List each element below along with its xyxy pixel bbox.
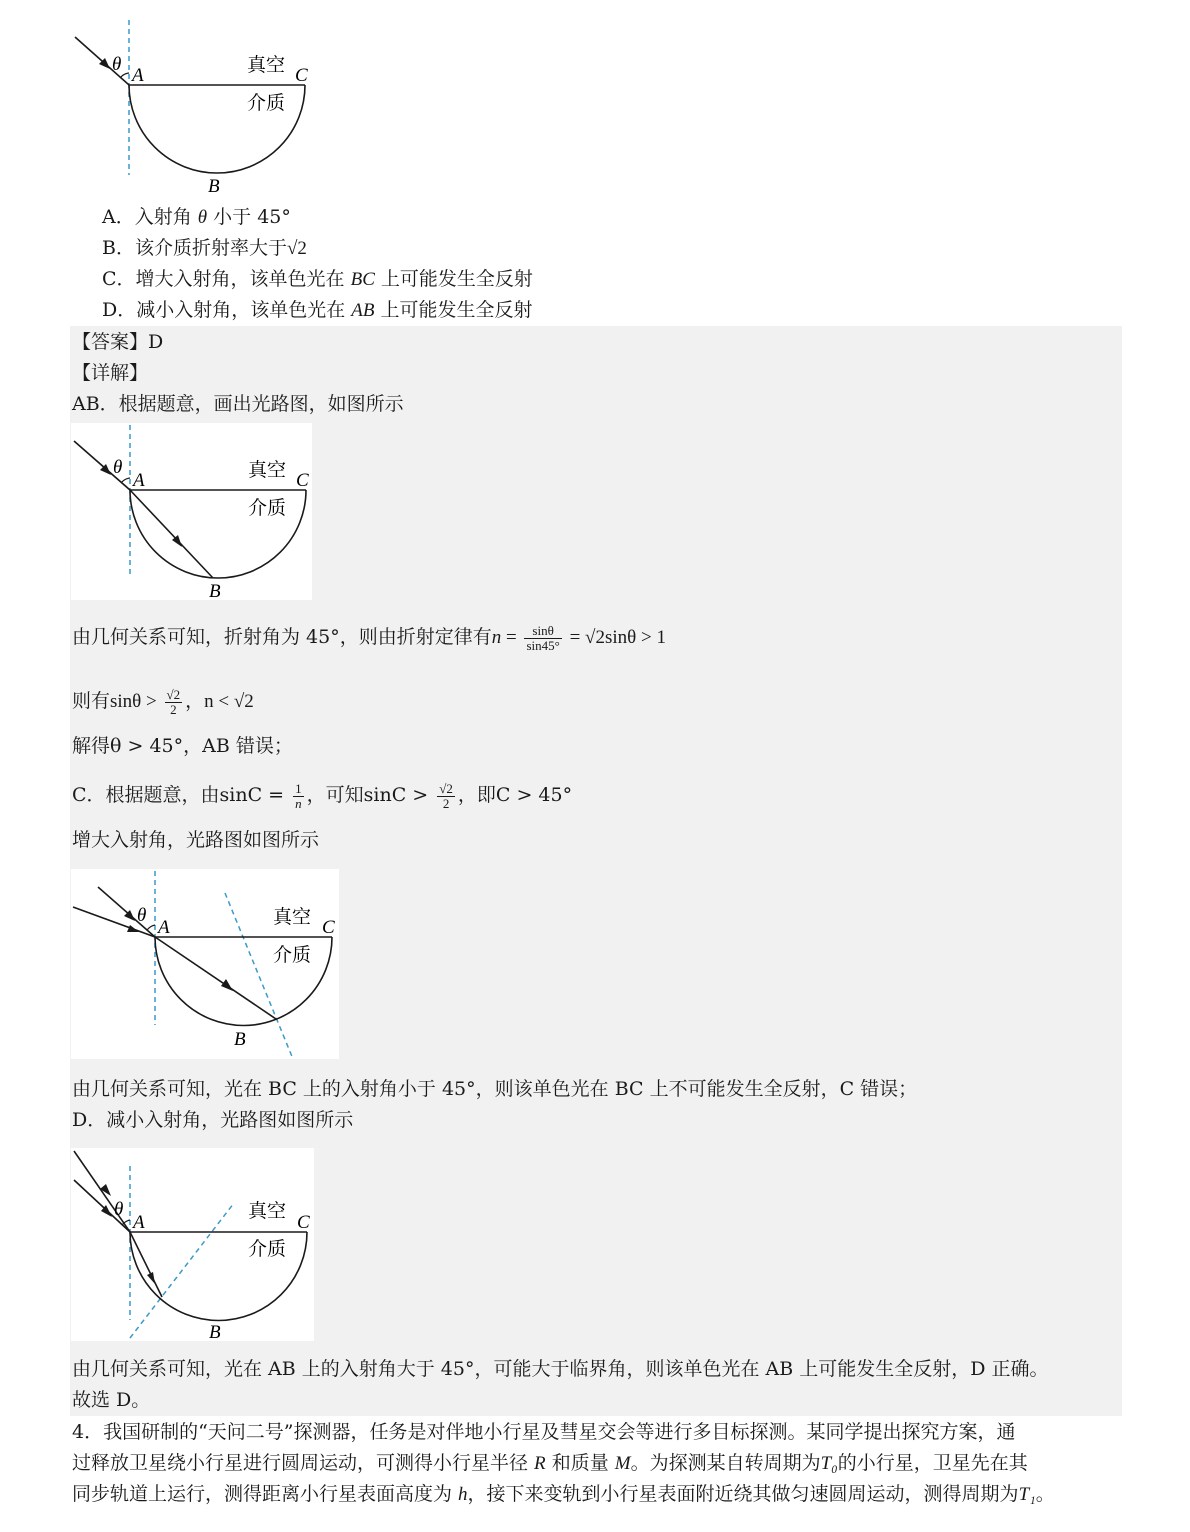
- sin-theta-line: 则有sinθ > $\frac{√2}{2}$ ，n < √2: [72, 686, 254, 717]
- answer-value: D: [148, 331, 164, 353]
- svg-text:真空: 真空: [248, 1201, 287, 1222]
- ab-intro: AB．根据题意，画出光路图，如图所示: [72, 393, 404, 415]
- arrow-icon: [127, 925, 139, 932]
- explanation-label: 【详解】: [72, 362, 149, 384]
- question4-line1: 4．我国研制的“天问二号”探测器，任务是对伴地小行星及彗星交会等进行多目标探测。某同学提出探究方案，通: [72, 1421, 1016, 1443]
- theta-label: θ: [112, 54, 122, 75]
- diagram-ab: [71, 423, 312, 600]
- medium-label: 介质: [247, 93, 286, 114]
- svg-text:B: B: [209, 1322, 221, 1341]
- svg-text:B: B: [234, 1029, 246, 1050]
- svg-text:真空: 真空: [248, 460, 287, 481]
- option-d: D．减小入射角，该单色光在 AB 上可能发生全反射: [102, 299, 533, 321]
- svg-text:介质: 介质: [248, 1239, 287, 1260]
- refraction-law-line: 由几何关系可知，折射角为 45°，则由折射定律有n = $\frac{\sin\theta}{\sin 45^\circ}$ = √2sinθ > 1: [72, 622, 666, 653]
- svg-text:B: B: [209, 581, 221, 600]
- diagram-c: [71, 869, 339, 1059]
- svg-text:介质: 介质: [273, 945, 312, 966]
- d-conclusion: 由几何关系可知，光在 AB 上的入射角大于 45°，可能大于临界角，则该单色光在 AB 上可能发生全反射，D 正确。: [72, 1358, 1049, 1380]
- svg-text:A: A: [133, 1212, 145, 1233]
- option-b: B．该介质折射率大于√2: [102, 237, 307, 259]
- svg-text:A: A: [158, 917, 170, 938]
- svg-text:θ: θ: [113, 457, 123, 478]
- svg-text:A: A: [133, 470, 145, 491]
- svg-text:介质: 介质: [248, 498, 287, 519]
- label-c: C: [295, 65, 308, 86]
- arrow-icon: [100, 1184, 111, 1196]
- svg-text:C: C: [297, 1212, 310, 1233]
- question-diagram: [70, 15, 330, 197]
- svg-text:C: C: [322, 917, 335, 938]
- label-a: A: [132, 65, 144, 86]
- question4-line3: 同步轨道上运行，测得距离小行星表面高度为 h，接下来变轨到小行星表面附近绕其做匀速圆周运动，测得周期为T₁。: [72, 1483, 1055, 1505]
- option-c: C．增大入射角，该单色光在 BC 上可能发生全反射: [102, 268, 533, 290]
- arrow-icon: [221, 979, 233, 991]
- final-answer: 故选 D。: [72, 1389, 151, 1411]
- svg-text:C: C: [296, 470, 309, 491]
- answer-label: 【答案】: [72, 331, 149, 353]
- label-b: B: [208, 176, 220, 197]
- normal-line-ab: [130, 1203, 234, 1338]
- theta-result-line: 解得θ > 45°，AB 错误；: [72, 735, 293, 757]
- diagram-d: [71, 1148, 314, 1341]
- svg-text:真空: 真空: [273, 907, 312, 928]
- c-conclusion: 由几何关系可知，光在 BC 上的入射角小于 45°，则该单色光在 BC 上不可能发生全反射，C 错误；: [72, 1078, 918, 1100]
- answer-line: [72, 330, 163, 354]
- c-intro: 增大入射角，光路图如图所示: [72, 829, 320, 851]
- svg-text:θ: θ: [114, 1199, 124, 1220]
- vacuum-label: 真空: [247, 55, 286, 76]
- option-a: A．入射角 θ 小于 45°: [102, 206, 291, 228]
- question4-line2: 过释放卫星绕小行星进行圆周运动，可测得小行星半径 R 和质量 M。为探测某自转周期为T₀的小行星，卫星先在其: [72, 1452, 1028, 1474]
- d-intro: D．减小入射角，光路图如图所示: [72, 1109, 354, 1131]
- svg-text:θ: θ: [137, 905, 147, 926]
- arrow-icon: [147, 1272, 155, 1284]
- critical-angle-line: C．根据题意，由sinC = $\frac{1}{n}$ ，可知sinC > $\frac{√2}{2}$ ，即C > 45°: [72, 780, 573, 811]
